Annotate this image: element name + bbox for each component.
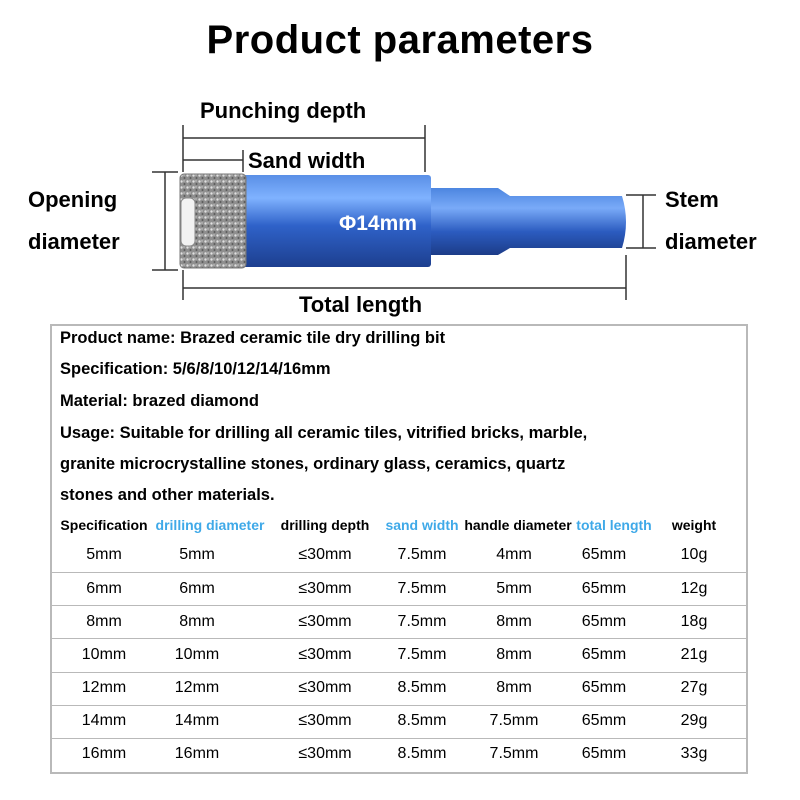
page-title: Product parameters [206, 18, 594, 62]
row-divider [52, 738, 746, 739]
table-cell: 16mm [81, 745, 127, 762]
table-cell: 7.5mm [397, 546, 447, 563]
table-cell: 8mm [496, 679, 532, 696]
table-cell: 65mm [581, 646, 627, 663]
table-cell: 6mm [86, 580, 122, 597]
usage-line-3: stones and other materials. [60, 486, 275, 504]
table-cell: 7.5mm [489, 745, 539, 762]
table-cell: ≤30mm [298, 646, 352, 663]
table-cell: 8mm [496, 646, 532, 663]
header-drilling-depth: drilling depth [280, 517, 370, 533]
table-cell: 4mm [496, 546, 532, 563]
table-cell: 12g [680, 580, 708, 597]
table-cell: ≤30mm [298, 613, 352, 630]
table-cell: 14mm [81, 712, 127, 729]
table-cell: 7.5mm [489, 712, 539, 729]
table-cell: 5mm [179, 546, 215, 563]
shaft-marking: Φ14mm [339, 212, 417, 235]
table-cell: 10mm [81, 646, 127, 663]
table-cell: ≤30mm [298, 580, 352, 597]
table-cell: 5mm [86, 546, 122, 563]
table-cell: 10g [680, 546, 708, 563]
row-divider [52, 572, 746, 573]
table-cell: 29g [680, 712, 708, 729]
diamond-head [180, 174, 246, 268]
specification: Specification: 5/6/8/10/12/14/16mm [60, 360, 331, 378]
table-cell: 14mm [174, 712, 220, 729]
opening-diameter-label-1: Opening [28, 187, 118, 212]
total-length-label: Total length [299, 292, 423, 317]
drill-bit-diagram [0, 0, 800, 320]
sand-width-label: Sand width [248, 148, 366, 173]
table-cell: 8.5mm [397, 712, 447, 729]
material: Material: brazed diamond [60, 392, 259, 410]
table-cell: 27g [680, 679, 708, 696]
table-cell: 8.5mm [397, 679, 447, 696]
usage-line-1: Usage: Suitable for drilling all ceramic tiles, vitrified bricks, marble, [60, 424, 588, 442]
table-cell: 8.5mm [397, 745, 447, 762]
header-handle-diameter: handle diameter [464, 517, 572, 533]
table-cell: 7.5mm [397, 580, 447, 597]
table-cell: 7.5mm [397, 613, 447, 630]
table-cell: 65mm [581, 745, 627, 762]
table-cell: 65mm [581, 580, 627, 597]
table-cell: 16mm [174, 745, 220, 762]
table-cell: ≤30mm [298, 679, 352, 696]
header-total-length: total length [576, 517, 652, 533]
table-cell: 5mm [496, 580, 532, 597]
table-cell: 8mm [496, 613, 532, 630]
table-cell: ≤30mm [298, 546, 352, 563]
row-divider [52, 672, 746, 673]
drill-stem [430, 188, 626, 255]
header-sand-width: sand width [385, 517, 459, 533]
table-cell: ≤30mm [298, 712, 352, 729]
opening-diameter-label-2: diameter [28, 229, 120, 254]
table-cell: 18g [680, 613, 708, 630]
stem-diameter-label-2: diameter [665, 229, 757, 254]
usage-line-2: granite microcrystalline stones, ordinary glass, ceramics, quartz [60, 455, 566, 473]
row-divider [52, 705, 746, 706]
punching-depth-label: Punching depth [200, 98, 367, 123]
stem-diameter-label-1: Stem [665, 187, 719, 212]
table-cell: 65mm [581, 546, 627, 563]
table-cell: 12mm [174, 679, 220, 696]
row-divider [52, 605, 746, 606]
header-drilling-diameter: drilling diameter [155, 517, 265, 533]
table-cell: 21g [680, 646, 708, 663]
table-cell: ≤30mm [298, 745, 352, 762]
table-cell: 65mm [581, 679, 627, 696]
table-cell: 6mm [179, 580, 215, 597]
table-cell: 7.5mm [397, 646, 447, 663]
table-cell: 33g [680, 745, 708, 762]
table-cell: 10mm [174, 646, 220, 663]
row-divider [52, 638, 746, 639]
table-cell: 8mm [86, 613, 122, 630]
table-cell: 8mm [179, 613, 215, 630]
table-cell: 12mm [81, 679, 127, 696]
table-cell: 65mm [581, 613, 627, 630]
header-specification: Specification [60, 517, 148, 533]
product-name: Product name: Brazed ceramic tile dry drilling bit [60, 329, 446, 347]
table-cell: 65mm [581, 712, 627, 729]
header-weight: weight [671, 517, 717, 533]
